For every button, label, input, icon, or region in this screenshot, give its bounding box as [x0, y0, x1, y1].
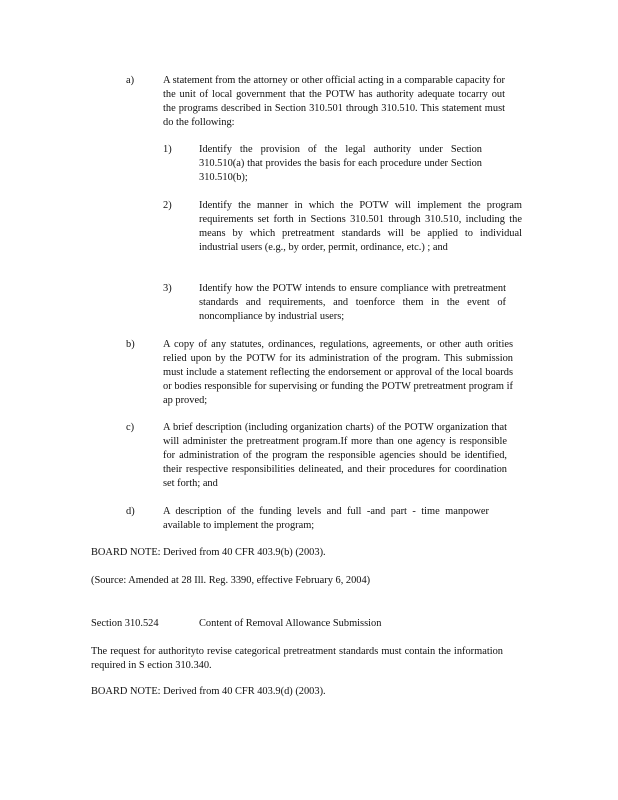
sub-item-text-1: Identify the provision of the legal authority under Section 310.510(a) that provides the basis for each procedure under Section 310.510(b);: [199, 144, 482, 183]
item-text-d: A description of the funding levels and full -and part - time manpower available to implement the program;: [163, 506, 489, 531]
board-note: BOARD NOTE: Derived from 40 CFR 403.9(b) (2003).: [91, 547, 326, 558]
sub-item-text-3: Identify how the POTW intends to ensure compliance with pretreatment standards and requirements, and toenforce them in the event of noncompliance by industrial users;: [199, 283, 506, 322]
item-text-b: A copy of any statutes, ordinances, regulations, agreements, or other auth orities relied upon by the POTW for its administration of the program. This submission must include a statement reflecting the endorsement or approval of the local boards or bodies responsible for supervising or funding the POTW pretreatment program if ap proved;: [163, 339, 513, 406]
sub-item-text-2: Identify the manner in which the POTW will implement the program requirements set forth in Sections 310.501 through 310.510, including the means by which pretreatment standards will be applied to individual industrial users (e.g., by order, permit, ordinance, etc.) ; and: [199, 200, 522, 253]
source-note: (Source: Amended at 28 Ill. Reg. 3390, effective February 6, 2004): [91, 575, 371, 586]
item-text-c: A brief description (including organization charts) of the POTW organization that will administer the pretreatment program.If more than one agency is responsible for administration of the program the responsible agencies should be identified, their respective responsibilities delineated, and their procedures for coordination set forth; and: [163, 422, 507, 489]
sub-item-label-1: 1): [163, 144, 172, 155]
item-label-a: a): [126, 75, 135, 86]
sub-item-label-2: 2): [163, 200, 172, 211]
section-board-note: BOARD NOTE: Derived from 40 CFR 403.9(d) (2003).: [91, 686, 326, 697]
item-label-b: b): [126, 339, 135, 350]
section-number: Section 310.524: [91, 618, 159, 629]
item-label-d: d): [126, 506, 135, 517]
section-body: The request for authorityto revise categorical pretreatment standards must contain the information required in S ection 310.340.: [91, 646, 503, 671]
section-title: Content of Removal Allowance Submission: [199, 618, 382, 629]
item-text-a: A statement from the attorney or other official acting in a comparable capacity for the unit of local government that the POTW has authority adequate tocarry out the programs described in Section 310.501 through 310.510. This statement must do the following:: [163, 75, 505, 128]
item-label-c: c): [126, 422, 135, 433]
sub-item-label-3: 3): [163, 283, 172, 294]
